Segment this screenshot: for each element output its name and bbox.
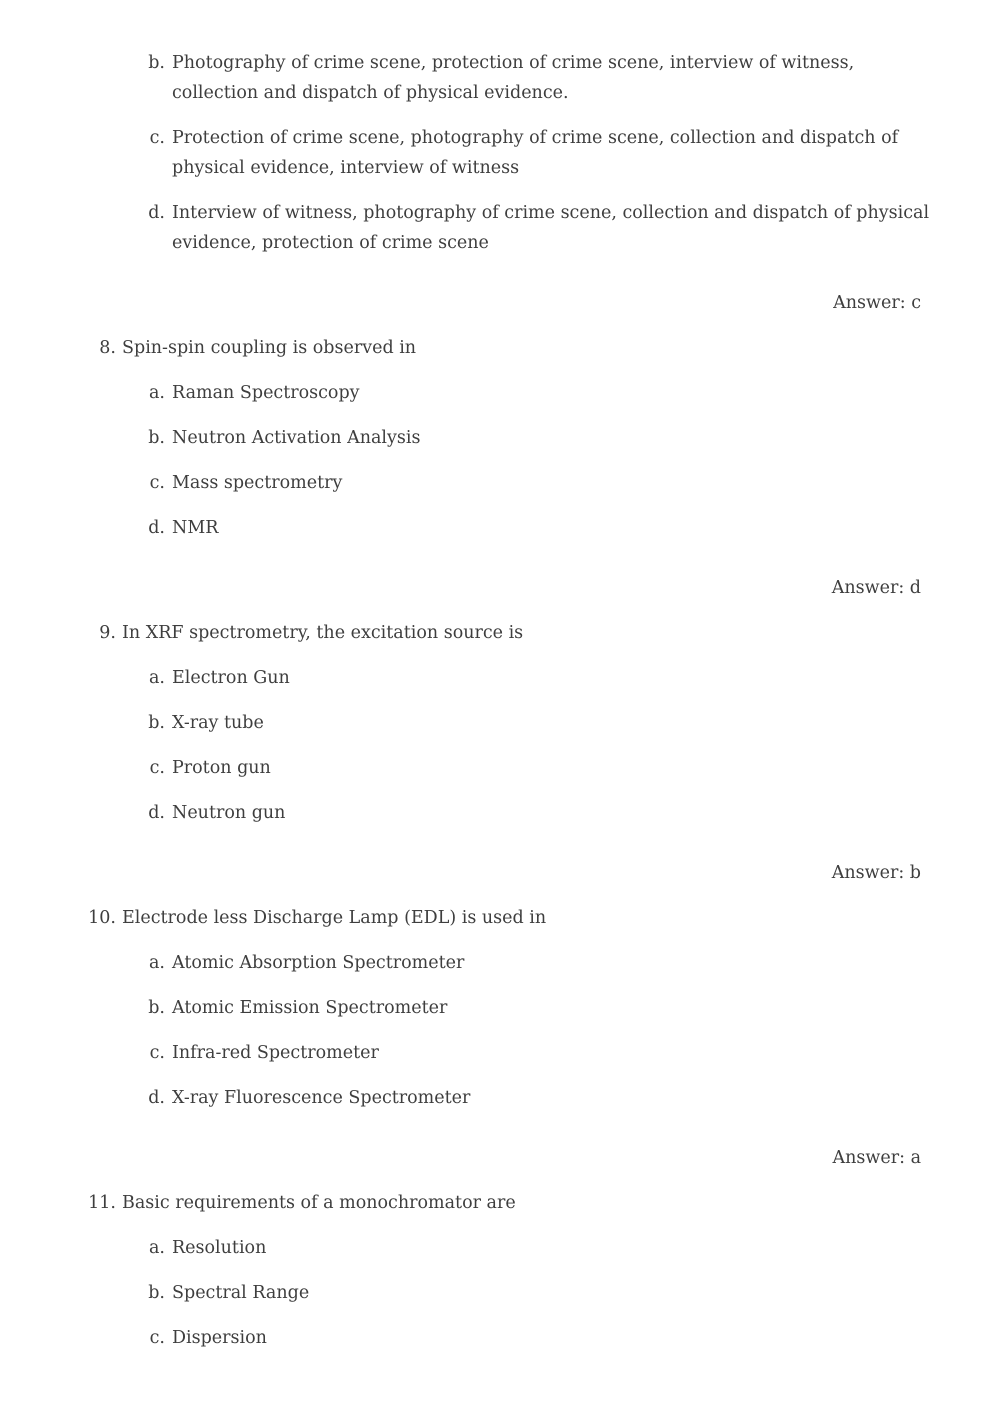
option-text: Resolution (172, 1238, 267, 1258)
question-number: 11. (88, 1193, 116, 1213)
option-text: Proton gun (172, 758, 271, 778)
option-letter: d. (148, 518, 165, 538)
option-letter: c. (149, 1328, 165, 1348)
option-letter: d. (148, 803, 165, 823)
option-text: X-ray tube (172, 713, 264, 733)
option-letter: b. (148, 428, 165, 448)
option-text-continued: physical evidence, interview of witness (172, 158, 520, 178)
option-text: Raman Spectroscopy (172, 383, 360, 403)
option-text: Dispersion (172, 1328, 267, 1348)
option-letter: c. (149, 473, 165, 493)
option-text-continued: evidence, protection of crime scene (172, 233, 489, 253)
question-text: Basic requirements of a monochromator are (122, 1193, 516, 1213)
option-text: Spectral Range (172, 1283, 310, 1303)
question-text: Spin-spin coupling is observed in (122, 338, 417, 358)
option-letter: d. (148, 203, 165, 223)
option-letter: a. (149, 383, 165, 403)
option-text: Neutron Activation Analysis (172, 428, 421, 448)
option-text: Mass spectrometry (172, 473, 343, 493)
option-letter: b. (148, 1283, 165, 1303)
option-text: Electron Gun (172, 668, 290, 688)
option-text: Infra-red Spectrometer (172, 1043, 379, 1063)
answer-label: Answer: a (832, 1148, 921, 1168)
option-letter: b. (148, 53, 165, 73)
question-number: 10. (88, 908, 116, 928)
question-text: Electrode less Discharge Lamp (EDL) is used in (122, 908, 547, 928)
option-letter: d. (148, 1088, 165, 1108)
option-text: Photography of crime scene, protection of crime scene, interview of witness, (172, 53, 855, 73)
option-letter: a. (149, 953, 165, 973)
answer-label: Answer: c (833, 293, 921, 313)
option-letter: a. (149, 1238, 165, 1258)
option-letter: c. (149, 1043, 165, 1063)
option-letter: a. (149, 668, 165, 688)
option-letter: b. (148, 713, 165, 733)
option-text: NMR (172, 518, 219, 538)
option-letter: c. (149, 128, 165, 148)
answer-label: Answer: b (831, 863, 921, 883)
option-text: Interview of witness, photography of crime scene, collection and dispatch of physical (172, 203, 930, 223)
option-text: Atomic Emission Spectrometer (172, 998, 448, 1018)
option-text-continued: collection and dispatch of physical evidence. (172, 83, 569, 103)
option-letter: c. (149, 758, 165, 778)
question-number: 8. (99, 338, 116, 358)
option-text: X-ray Fluorescence Spectrometer (172, 1088, 471, 1108)
option-text: Atomic Absorption Spectrometer (172, 953, 465, 973)
option-text: Neutron gun (172, 803, 286, 823)
answer-label: Answer: d (831, 578, 921, 598)
question-text: In XRF spectrometry, the excitation source is (122, 623, 524, 643)
option-text: Protection of crime scene, photography of crime scene, collection and dispatch of (172, 128, 899, 148)
question-number: 9. (99, 623, 116, 643)
option-letter: b. (148, 998, 165, 1018)
